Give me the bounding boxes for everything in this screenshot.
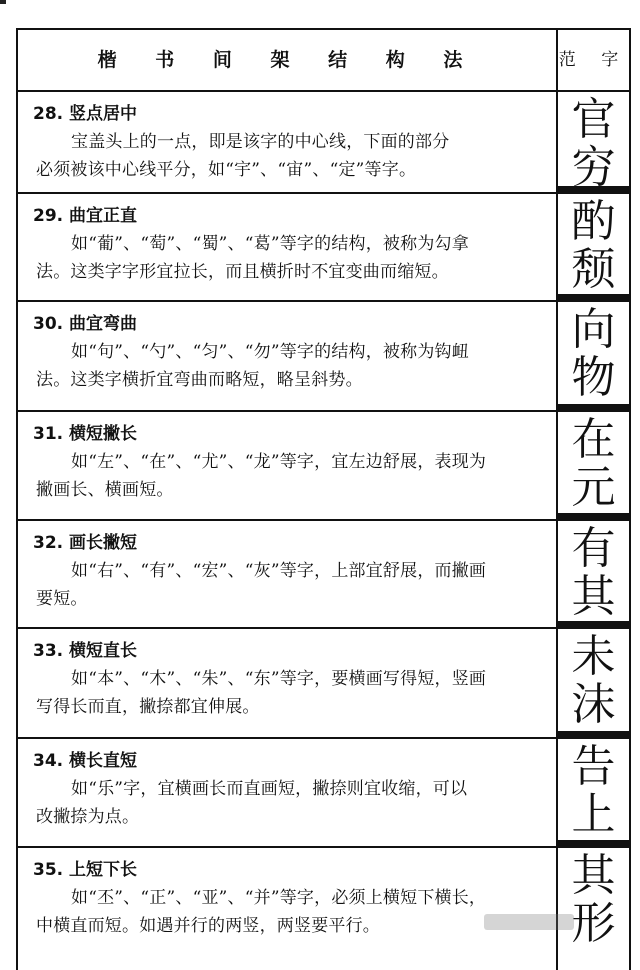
section-text-line: 改撇捺为点。 <box>36 807 140 827</box>
sample-cell-31 <box>558 412 629 513</box>
sample-character: 其 <box>571 571 616 622</box>
sample-character: 形 <box>571 898 616 949</box>
section-text-line: 必须被该中心线平分，如“宇”、“宙”、“定”等字。 <box>36 160 417 180</box>
section-title: 32. 画长撇短 <box>33 533 138 553</box>
section-text-line: 宝盖头上的一点，即是该字的中心线，下面的部分 <box>71 132 450 152</box>
section-34 <box>18 739 556 846</box>
section-30 <box>18 302 556 410</box>
sample-divider <box>558 731 629 739</box>
header-title: 楷 书 间 架 结 构 法 <box>97 49 479 71</box>
sample-cell-29 <box>558 194 629 294</box>
sample-cell-34 <box>558 739 629 840</box>
sample-cell-32 <box>558 521 629 621</box>
sample-cell-30 <box>558 302 629 404</box>
section-33 <box>18 629 556 737</box>
sample-character: 沫 <box>571 679 616 730</box>
section-title: 33. 横短直长 <box>33 641 138 661</box>
sample-character: 其 <box>571 850 616 901</box>
sample-divider <box>558 840 629 848</box>
sample-character: 向 <box>571 304 616 355</box>
section-title: 34. 横长直短 <box>33 751 138 771</box>
section-text-line: 如“句”、“勺”、“匀”、“勿”等字的结构，被称为钩衄 <box>71 342 469 362</box>
sample-character: 物 <box>571 352 616 403</box>
sample-character: 颓 <box>571 244 616 295</box>
sample-cell-33 <box>558 629 629 731</box>
sample-character: 在 <box>571 414 616 465</box>
section-title: 29. 曲宜正直 <box>33 206 138 226</box>
corner-mark <box>0 0 6 4</box>
sample-divider <box>558 404 629 412</box>
watermark-box <box>484 914 574 930</box>
section-title: 35. 上短下长 <box>33 860 138 880</box>
calligraphy-structure-table <box>16 28 631 970</box>
section-text-line: 如“丕”、“正”、“亚”、“并”等字，必须上横短下横长， <box>71 888 487 908</box>
section-text-line: 如“本”、“木”、“朱”、“东”等字，要横画写得短，竖画 <box>71 669 487 689</box>
table-header <box>18 30 629 92</box>
sample-character: 官 <box>571 94 616 145</box>
sample-character: 酌 <box>571 196 616 247</box>
section-text-line: 法。这类字横折宜弯曲而略短，略呈斜势。 <box>36 370 363 390</box>
section-text-line: 撇画长、横画短。 <box>36 480 174 500</box>
section-title: 28. 竖点居中 <box>33 104 138 124</box>
section-text-line: 写得长而直，撇捺都宜伸展。 <box>36 697 260 717</box>
section-text-line: 要短。 <box>36 589 88 609</box>
header-sample-label: 范 字 <box>558 50 629 70</box>
sample-divider <box>558 513 629 521</box>
watermark-overlay <box>478 910 628 934</box>
section-31 <box>18 412 556 519</box>
sample-character: 告 <box>571 741 616 792</box>
section-text-line: 如“乐”字，宜横画长而直画短，撇捺则宜收缩，可以 <box>71 779 468 799</box>
sample-character: 上 <box>571 789 616 840</box>
section-28 <box>18 92 556 192</box>
section-text-line: 如“左”、“在”、“尤”、“龙”等字，宜左边舒展，表现为 <box>71 452 487 472</box>
section-text-line: 法。这类字字形宜拉长，而且横折时不宜变曲而缩短。 <box>36 262 449 282</box>
sample-cell-28 <box>558 92 629 193</box>
section-text-line: 如“右”、“有”、“宏”、“灰”等字，上部宜舒展，而撇画 <box>71 561 487 581</box>
sample-character: 穷 <box>571 142 616 193</box>
section-text-line: 如“葡”、“萄”、“蜀”、“葛”等字的结构，被称为勾拿 <box>71 234 469 254</box>
section-32 <box>18 521 556 627</box>
section-text-line: 中横直而短。如遇并行的两竖，两竖要平行。 <box>36 916 380 936</box>
section-title: 31. 横短撇长 <box>33 424 138 444</box>
section-29 <box>18 194 556 300</box>
sample-character: 未 <box>571 631 616 682</box>
sample-character: 元 <box>571 462 616 513</box>
section-title: 30. 曲宜弯曲 <box>33 314 138 334</box>
section-35 <box>18 848 556 948</box>
sample-character: 有 <box>571 523 616 574</box>
